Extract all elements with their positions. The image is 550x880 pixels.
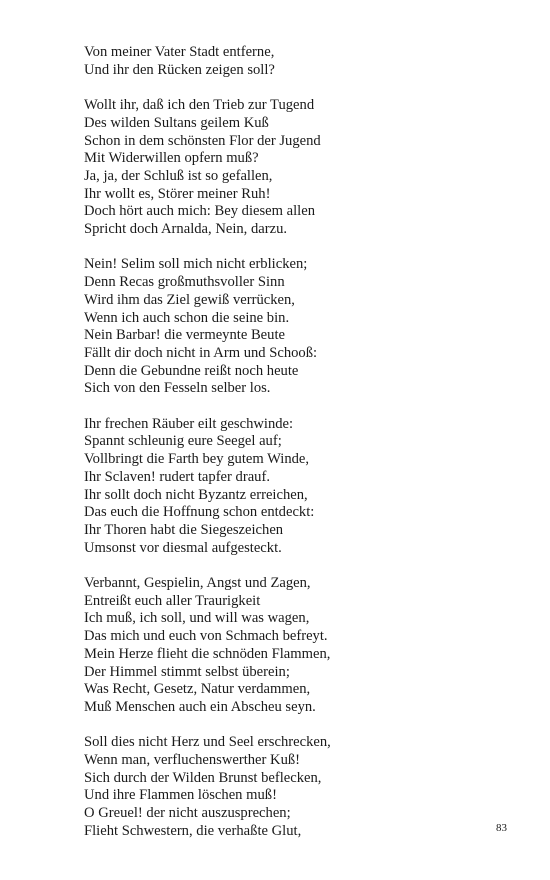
poem-line: Nein Barbar! die vermeynte Beute: [84, 327, 285, 344]
poem-line: Doch hört auch mich: Bey diesem allen: [84, 203, 315, 220]
poem-line: Mein Herze flieht die schnöden Flammen,: [84, 645, 331, 662]
poem-line: Denn Recas großmuthsvoller Sinn: [84, 274, 285, 291]
poem-line: Wird ihm das Ziel gewiß verrücken,: [84, 291, 295, 308]
poem-line: Nein! Selim soll mich nicht erblicken;: [84, 256, 308, 273]
poem-line: Der Himmel stimmt selbst überein;: [84, 663, 290, 680]
poem-line: Flieht Schwestern, die verhaßte Glut,: [84, 822, 302, 839]
poem-line: Wenn man, verfluchenswerther Kuß!: [84, 752, 301, 769]
stanza: [84, 256, 504, 398]
stanza: [84, 734, 504, 840]
stanza: [84, 416, 504, 558]
poem-line: Wenn ich auch schon die seine bin.: [84, 309, 290, 326]
poem-line: Soll dies nicht Herz und Seel erschrecken,: [84, 734, 331, 751]
stanza: [84, 97, 504, 239]
stanza: [84, 44, 504, 79]
poem-line: Schon in dem schönsten Flor der Jugend: [84, 132, 321, 149]
poem-text: [84, 44, 504, 858]
poem-line: Muß Menschen auch ein Abscheu seyn.: [84, 698, 316, 715]
poem-line: Das euch die Hoffnung schon entdeckt:: [84, 504, 315, 521]
stanza: [84, 575, 504, 717]
poem-line: Spricht doch Arnalda, Nein, darzu.: [84, 221, 288, 238]
poem-line: Das mich und euch von Schmach befreyt.: [84, 628, 328, 645]
poem-line: Ihr sollt doch nicht Byzantz erreichen,: [84, 486, 308, 503]
poem-line: Verbannt, Gespielin, Angst und Zagen,: [84, 575, 311, 592]
poem-line: Mit Widerwillen opfern muß?: [84, 150, 259, 167]
poem-line: Und ihre Flammen löschen muß!: [84, 787, 277, 804]
poem-line: O Greuel! der nicht auszusprechen;: [84, 805, 291, 822]
poem-line: Und ihr den Rücken zeigen soll?: [84, 61, 275, 78]
poem-line: Ja, ja, der Schluß ist so gefallen,: [84, 167, 273, 184]
poem-line: Sich von den Fesseln selber los.: [84, 380, 271, 397]
poem-line: Was Recht, Gesetz, Natur verdammen,: [84, 681, 311, 698]
poem-line: Fällt dir doch nicht in Arm und Schooß:: [84, 344, 318, 361]
poem-line: Ihr Thoren habt die Siegeszeichen: [84, 521, 284, 538]
poem-line: Sich durch der Wilden Brunst beflecken,: [84, 769, 322, 786]
poem-line: Von meiner Vater Stadt entferne,: [84, 44, 275, 60]
poem-line: Entreißt euch aller Traurigkeit: [84, 592, 261, 609]
poem-line: Ihr frechen Räuber eilt geschwinde:: [84, 415, 294, 432]
poem-line: Umsonst vor diesmal aufgesteckt.: [84, 539, 282, 556]
poem-line: Ich muß, ich soll, und will was wagen,: [84, 610, 310, 627]
poem-line: Spannt schleunig eure Seegel auf;: [84, 433, 282, 450]
poem-line: Ihr wollt es, Störer meiner Ruh!: [84, 185, 271, 202]
poem-line: Ihr Sclaven! rudert tapfer drauf.: [84, 468, 270, 485]
page-number: 83: [496, 822, 507, 834]
poem-line: Des wilden Sultans geilem Kuß: [84, 114, 269, 131]
poem-line: Wollt ihr, daß ich den Trieb zur Tugend: [84, 97, 315, 114]
poem-line: Vollbringt die Farth bey gutem Winde,: [84, 451, 310, 468]
poem-line: Denn die Gebundne reißt noch heute: [84, 362, 299, 379]
